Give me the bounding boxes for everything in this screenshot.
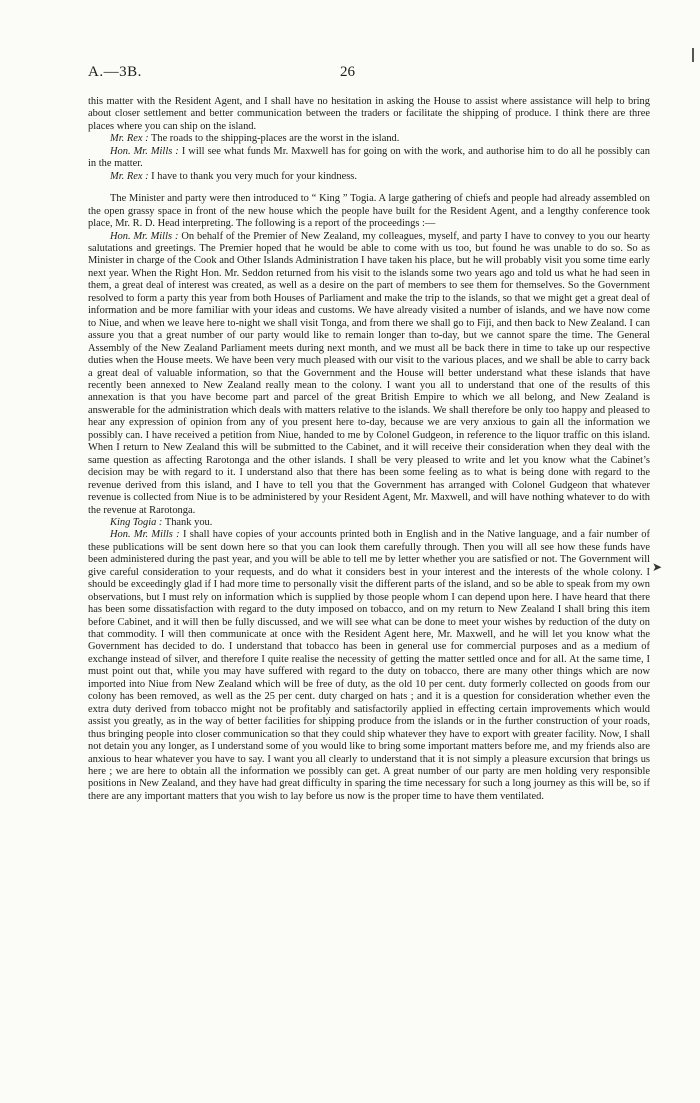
paragraph-text: this matter with the Resident Agent, and I shall have no hesitation in asking the House to assist where assistance will help to bring about closer settlement and better communication between the traders or facilitate the shipping of produce. I think there are three places where you can ship on the island. xyxy=(88,96,650,132)
paragraph xyxy=(88,529,650,803)
paragraph-text: I will see what funds Mr. Maxwell has for going on with the work, and authorise him to do all he possibly can in the matter. xyxy=(88,145,650,170)
paragraph xyxy=(88,193,650,230)
edge-mark xyxy=(692,48,694,62)
paragraph xyxy=(88,171,650,183)
speaker-name: Mr. Rex : xyxy=(110,133,149,145)
paragraph-text: Thank you. xyxy=(164,516,213,528)
paragraph xyxy=(88,146,650,171)
body-text xyxy=(88,96,650,803)
paragraph xyxy=(88,231,650,517)
paragraph-text: I have to thank you very much for your kindness. xyxy=(151,170,357,182)
paragraph-text: I shall have copies of your accounts printed both in English and in the Native language, and a fair number of these publications will be sent down here so that you can look them carefully through. Then you will all see how these funds have been administered during the past year, and you will be able to tell me by letter whether you are satisfied or not. The Government will give careful consideration to your requests, and do what it considers best in your interest and the interests of the whole colony. I should be exceedingly glad if I had more time to personally visit the different parts of the island, and so be able to speak from my own observations, but I must rely on information which is supplied by those people whom I can depend upon here. I have heard that there has been some dissatisfaction with regard to the duty imposed on tobacco, and on my return to New Zealand I shall bring this item before Cabinet, and it will then be fully discussed, and we will see what can be done to meet your wishes by reduction of the duty on that commodity. I will then communicate at once with the Resident Agent here, Mr. Maxwell, and he will let you know what the Government has decided to do. I understand that tobacco has been in general use for commercial purposes and as a medium of exchange instead of silver, and therefore I quite realise the necessity of getting the matter settled once and for all. At the same time, I must point out that, while you may have suffered with regard to the duty on tobacco, there are many other things which are now imported into Niue from New Zealand which will be free of duty, as the old 10 per cent. duty formerly collected on goods from our colony has been removed, as well as the 25 per cent. duty charged on hats ; and it is a question for consideration whether even the extra duty derived from tobacco might not be profitably and satisfactorily applied in effecting certain improvements which would assist you greatly, as in the way of better facilities for shipping produce from the islands or in the further construction of your roads, thus bringing people into closer communication so that they could ship whatever they have to export with greater facility. Now, I shall not detain you any longer, as I understand some of you would like to bring some important matters before me, and my friends also are anxious to hear whatever you have to say. I want you all clearly to understand that it is not simply a pleasure excursion that brings us here ; we are here to obtain all the information we possibly can get. A great number of our party are men holding very responsible positions in New Zealand, and they have had great difficulty in sparing the time necessary for such a long journey as this will be, so if there are any important matters that you wish to lay before us now is the proper time to have them ventilated. xyxy=(88,529,650,802)
paragraph xyxy=(88,133,650,145)
speaker-name: Hon. Mr. Mills : xyxy=(110,529,180,541)
speaker-name: Hon. Mr. Mills : xyxy=(110,145,179,157)
speaker-name: Hon. Mr. Mills : xyxy=(110,230,179,242)
margin-arrow-icon: ➤ xyxy=(652,560,663,574)
speaker-name: Mr. Rex : xyxy=(110,170,149,182)
paragraph-text: The roads to the shipping-places are the worst in the island. xyxy=(150,133,400,145)
paragraph-text: The Minister and party were then introduced to “ King ” Togia. A large gathering of chiefs and people had already assembled on the open grassy space in front of the new house which the people have built for the Resident Agent, and a lengthy conference took place, Mr. R. D. Head interpreting. The following is a report of the proceedings :— xyxy=(88,193,650,230)
speaker-name: King Togia : xyxy=(110,516,163,528)
page-number: 26 xyxy=(340,64,355,80)
paragraph-text: On behalf of the Premier of New Zealand, my colleagues, myself, and party I have to convey to you our hearty salutations and greetings. The Premier hoped that he would be able to come with us too, but found he was unable to do so. So as Minister in charge of the Cook and Other Islands Administration I have taken his place, but he will probably visit you some time early next year. When the Right Hon. Mr. Seddon returned from his visit to the islands some two years ago and told us what he had seen in them, a great deal of interest was created, as well as a desire on the part of members to see them for themselves. So the Government resolved to form a party this year from both Houses of Parliament and make the trip to the islands, so that we might get a great deal of information and be more familiar with your ideas and customs. We have already visited a number of islands, and we have now come to Niue, and when we leave here to-night we shall visit Tonga, and from there we shall go to Fiji, and then back to New Zealand. I can assure you that a great number of our party would like to remain longer than to-day, but we cannot spare the time. The General Assembly of the New Zealand Parliament meets during next month, and we must all be back there in time to take up our respective duties when the House meets. We have been very much pleased with our visit to the various places, and we shall be able to carry back a great deal of valuable information, so that the Government and the House will better understand what these islands that have recently been annexed to New Zealand really mean to the colony. I want you all to understand that one of the results of this annexation is that you have become part and parcel of the great British Empire to which we all belong, and New Zealand is answerable for the administration which deals with matters relative to the islands. We shall therefore be only too happy and pleased to hear any expression of opinion from any of you present here to-day, because we are very anxious to gain all the information we possibly can. I have received a petition from Niue, handed to me by Colonel Gudgeon, in reference to the liquor traffic on this island. When I return to New Zealand this will be submitted to the Cabinet, and it will receive their consideration when they deal with the same question as affecting Rarotonga and the other islands. I shall be very pleased to write and let you know what the Cabinet’s decision may be with regard to it. I understand also that there has been some feeling as to what is being done with regard to the revenue derived from this island, and I have to tell you that the Government has arranged with Colonel Gudgeon that whatever revenue is collected from Niue is to be administered by your Resident Agent, Mr. Maxwell, and will have nothing whatever to do with the revenue at Rarotonga. xyxy=(88,230,650,516)
document-reference: A.—3B. xyxy=(88,64,142,80)
paragraph xyxy=(88,517,650,529)
paragraph xyxy=(88,96,650,133)
